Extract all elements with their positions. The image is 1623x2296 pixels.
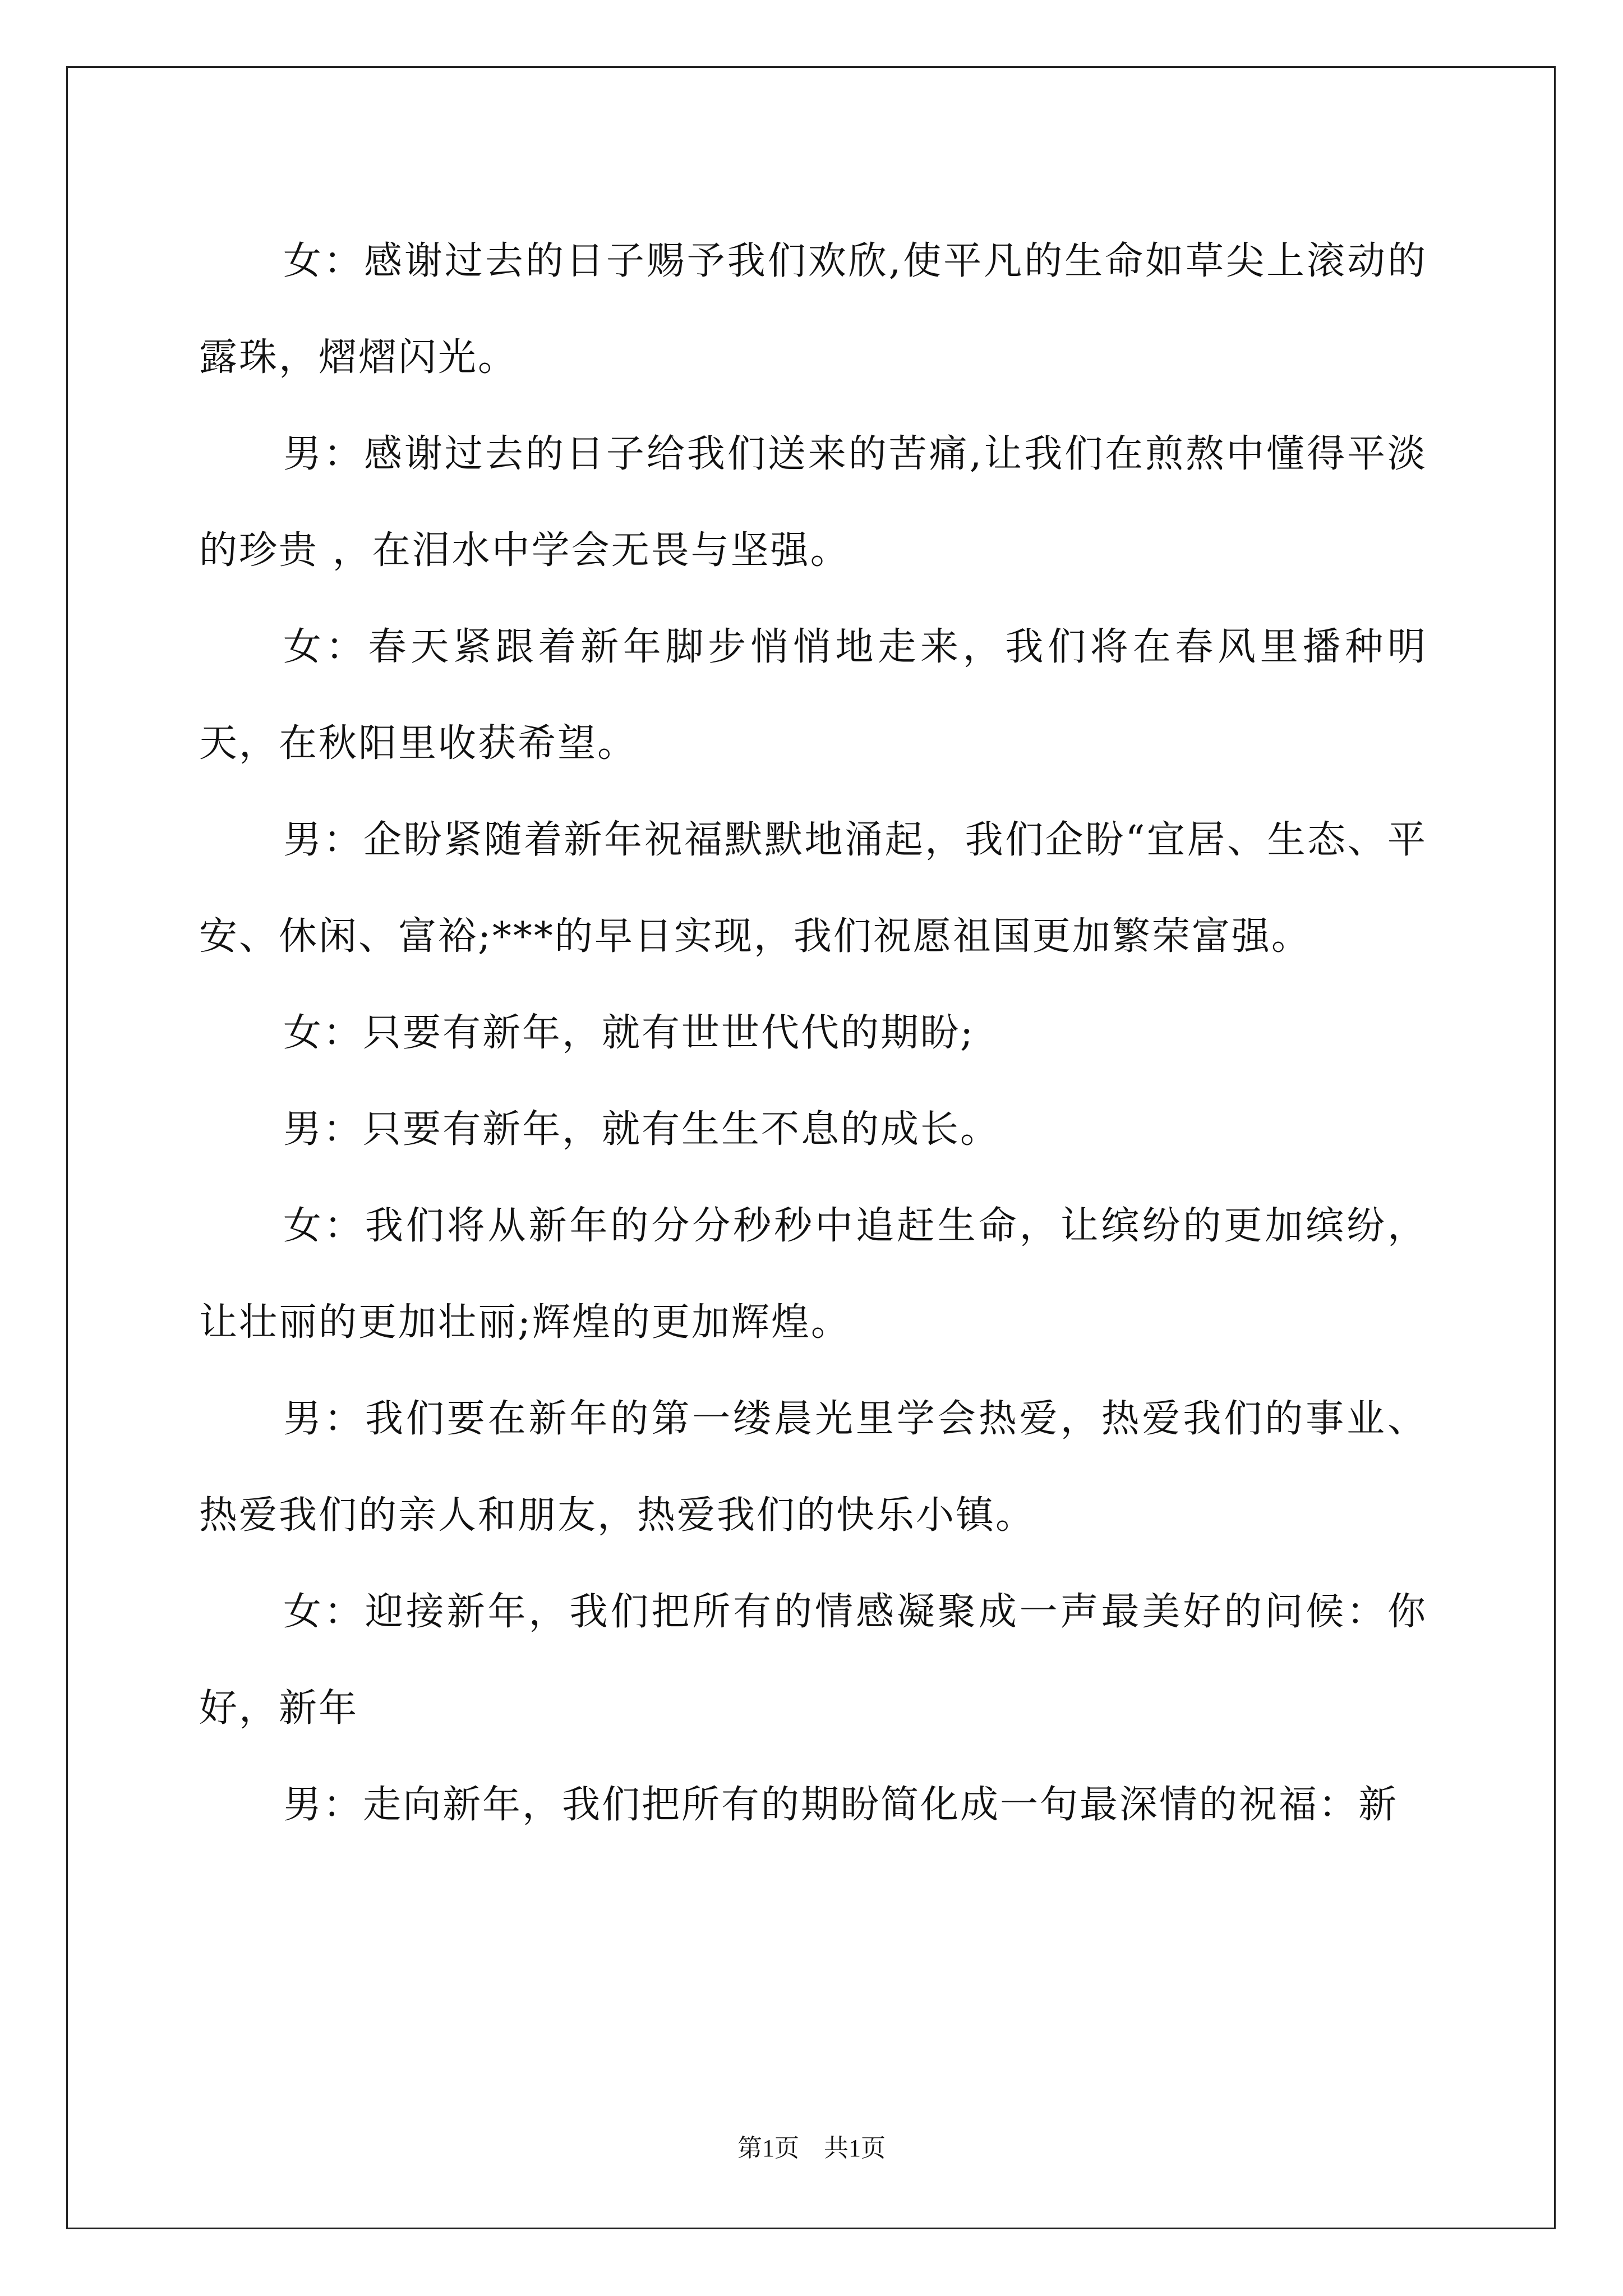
paragraph-1: 女：感谢过去的日子赐予我们欢欣,使平凡的生命如草尖上滚动的露珠，熠熠闪光。: [199, 239, 1427, 380]
page-footer: 第1页 共1页: [737, 2134, 886, 2162]
paragraph-3: 女：春天紧跟着新年脚步悄悄地走来，我们将在春风里播种明天，在秋阳里收获希望。: [199, 625, 1427, 766]
paragraph-8: 男：我们要在新年的第一缕晨光里学会热爱，热爱我们的事业、热爱我们的亲人和朋友，热爱我们的快乐小镇。: [199, 1397, 1427, 1538]
paragraph-10: 男：走向新年，我们把所有的期盼简化成一句最深情的祝福：新: [283, 1783, 1399, 1827]
paragraph-2: 男：感谢过去的日子给我们送来的苦痛,让我们在煎熬中懂得平淡的珍贵 ，在泪水中学会无畏与坚强。: [199, 432, 1427, 573]
paragraph-6: 男：只要有新年，就有生生不息的成长。: [283, 1107, 1000, 1152]
document-body: [199, 213, 1427, 1853]
paragraph-4: 男：企盼紧随着新年祝福默默地涌起，我们企盼“宜居、生态、平安、休闲、富裕;***的早日实现，我们祝愿祖国更加繁荣富强。: [199, 818, 1427, 959]
paragraph-5: 女：只要有新年，就有世世代代的期盼;: [283, 1011, 975, 1055]
paragraph-7: 女：我们将从新年的分分秒秒中追赶生命，让缤纷的更加缤纷，让壮丽的更加壮丽;辉煌的更加辉煌。: [199, 1204, 1427, 1345]
paragraph-9: 女：迎接新年，我们把所有的情感凝聚成一声最美好的问候：你好，新年: [199, 1590, 1427, 1731]
